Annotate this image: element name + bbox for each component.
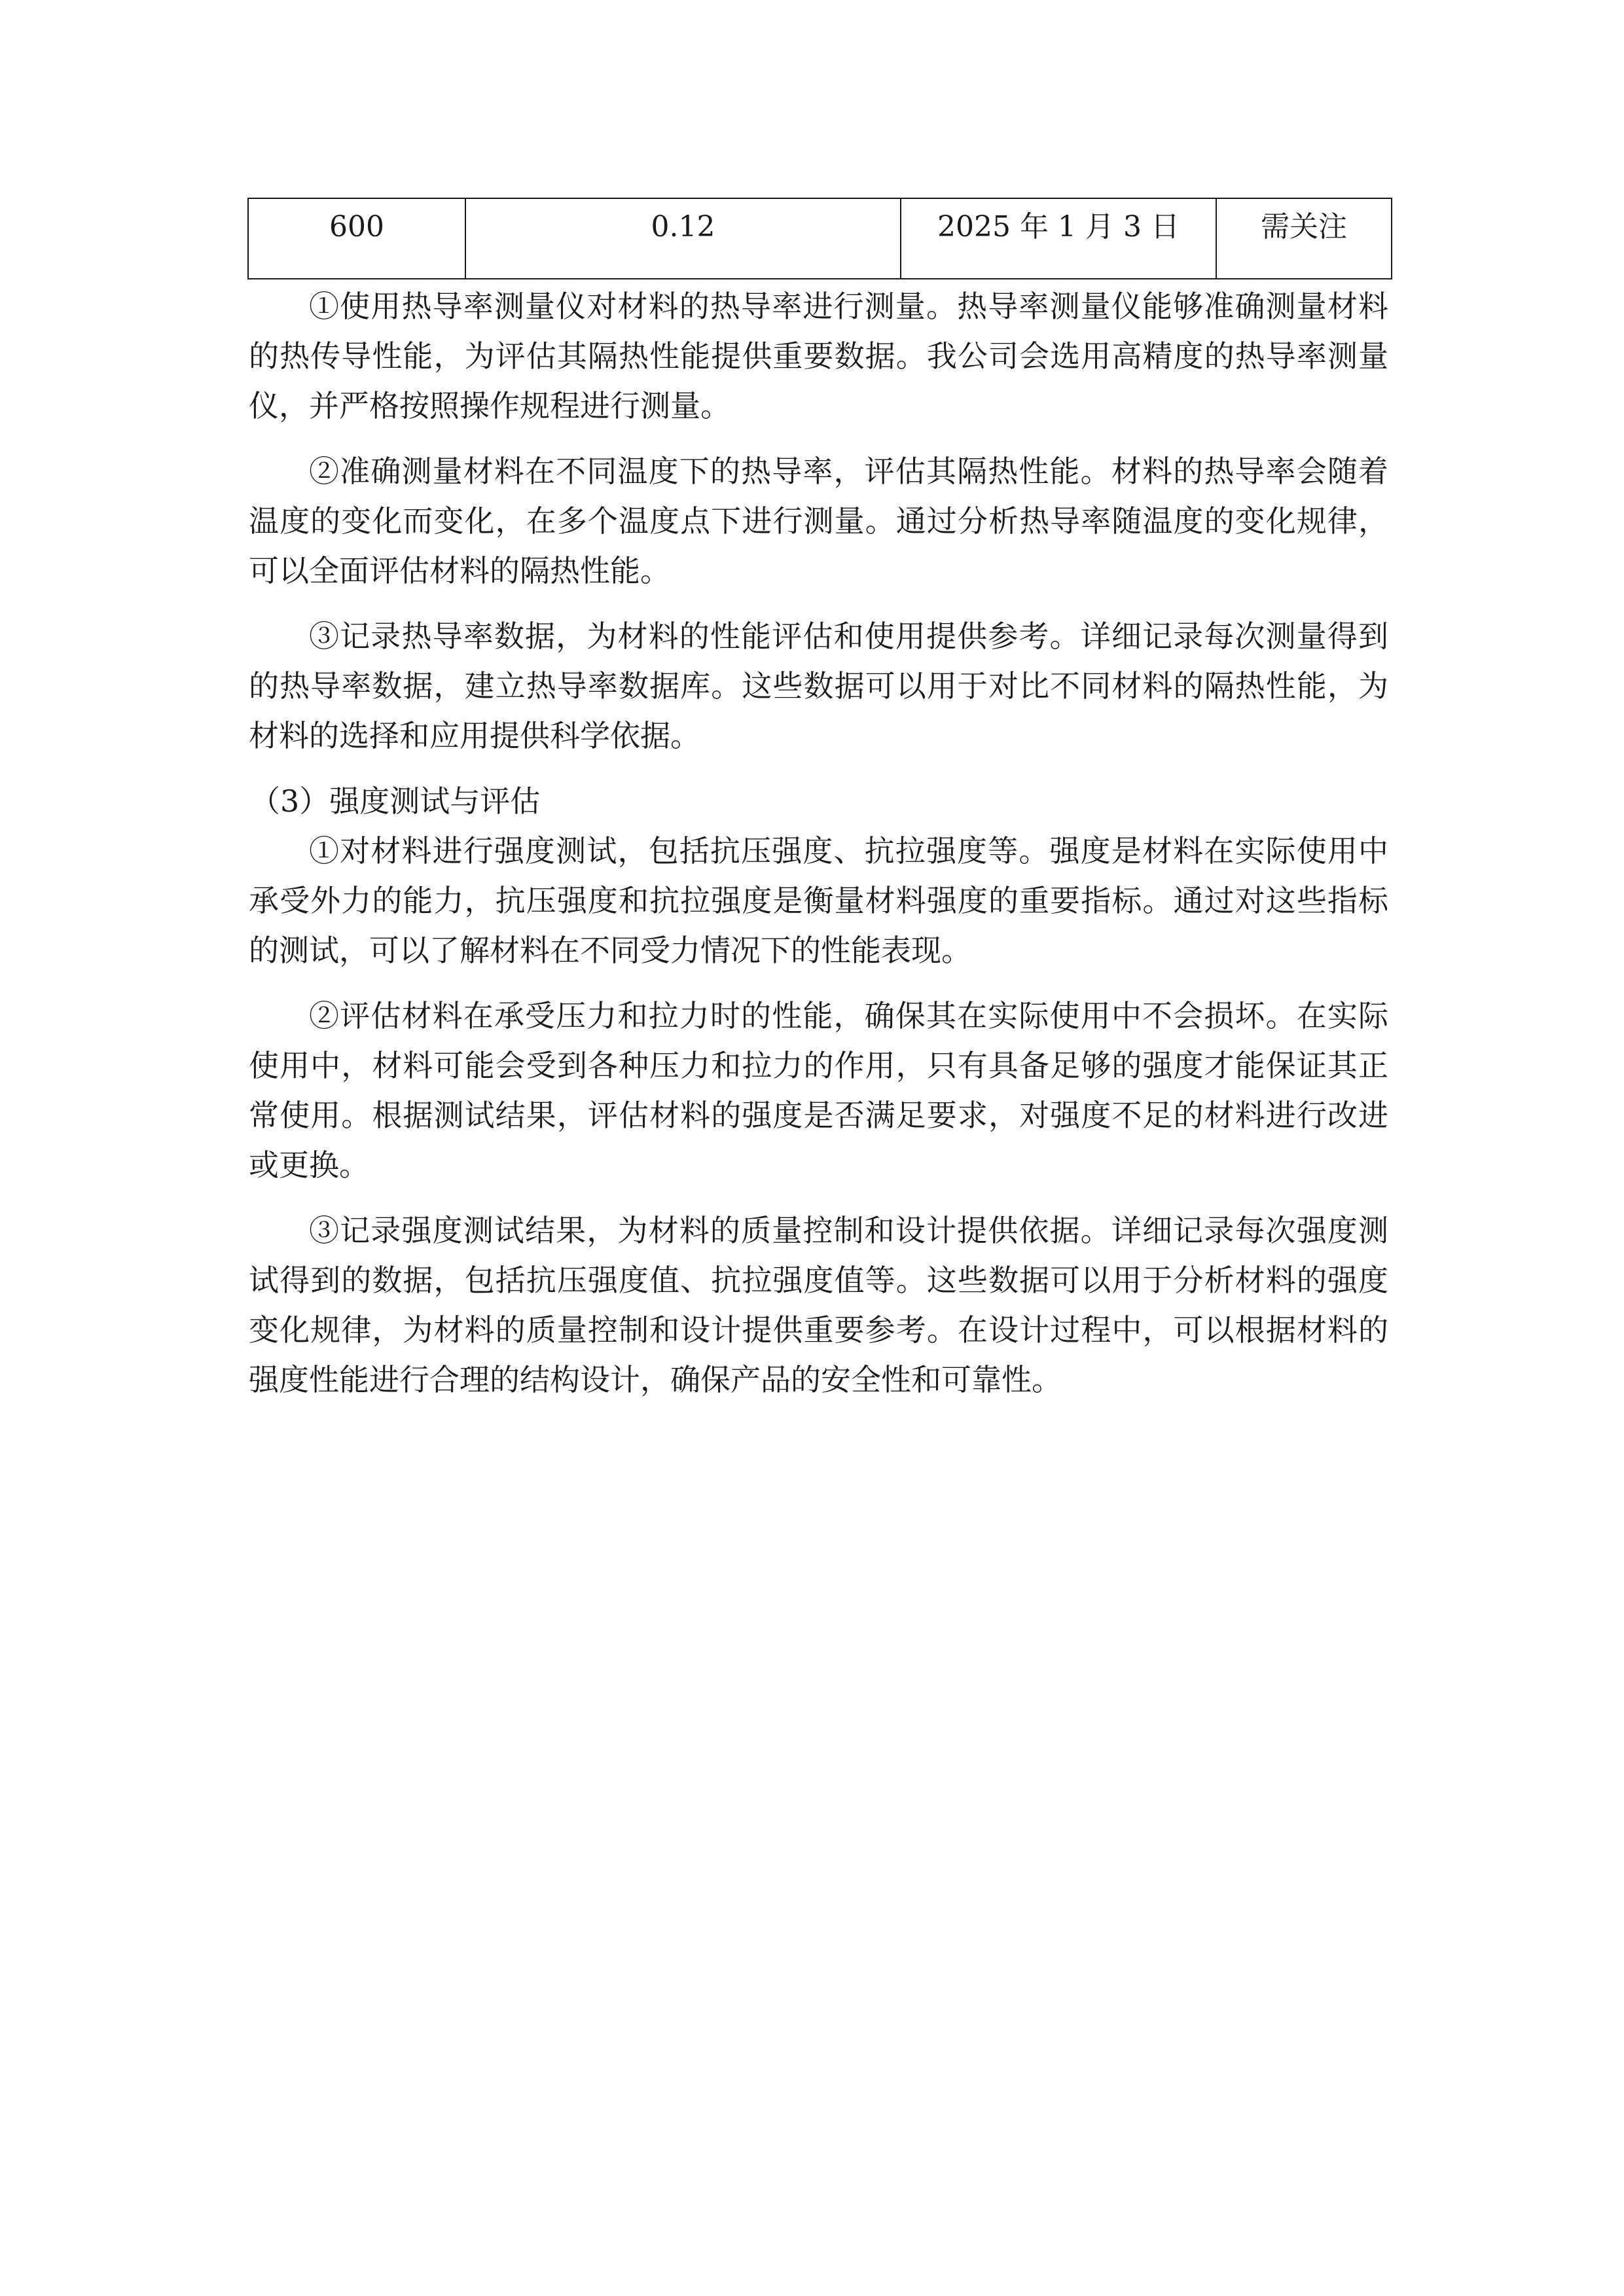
cell-text: 2025 年 1 月 3 日	[937, 209, 1180, 243]
table-cell-conductivity	[465, 198, 901, 279]
cell-text: 需关注	[1261, 209, 1347, 243]
cell-text: 0.12	[651, 209, 715, 243]
paragraph-strength-evaluate: ②评估材料在承受压力和拉力时的性能，确保其在实际使用中不会损坏。在实际使用中，材料可能会受到各种压力和拉力的作用，只有具备足够的强度才能保证其正常使用。根据测试结果，评估材料的强度是否满足要求，对强度不足的材料进行改进或更换。	[249, 998, 1388, 1183]
table-row	[248, 198, 1392, 279]
cell-text: 600	[329, 209, 384, 243]
paragraph-strength-record: ③记录强度测试结果，为材料的质量控制和设计提供依据。详细记录每次强度测试得到的数据，包括抗压强度值、抗拉强度值等。这些数据可以用于分析材料的强度变化规律，为材料的质量控制和设计提供重要参考。在设计过程中，可以根据材料的强度性能进行合理的结构设计，确保产品的安全性和可靠性。	[249, 1213, 1388, 1397]
table-cell-date	[901, 198, 1216, 279]
paragraph-thermal-record: ③记录热导率数据，为材料的性能评估和使用提供参考。详细记录每次测量得到的热导率数据，建立热导率数据库。这些数据可以用于对比不同材料的隔热性能，为材料的选择和应用提供科学依据。	[249, 619, 1388, 753]
paragraph-strength-test: ①对材料进行强度测试，包括抗压强度、抗拉强度等。强度是材料在实际使用中承受外力的能力，抗压强度和抗拉强度是衡量材料强度的重要指标。通过对这些指标的测试，可以了解材料在不同受力情况下的性能表现。	[249, 833, 1388, 968]
section-heading-strength: （3）强度测试与评估	[250, 783, 541, 819]
table-cell-status	[1216, 198, 1392, 279]
data-table	[247, 198, 1392, 279]
paragraph-thermal-temperature: ②准确测量材料在不同温度下的热导率，评估其隔热性能。材料的热导率会随着温度的变化而变化，在多个温度点下进行测量。通过分析热导率随温度的变化规律，可以全面评估材料的隔热性能。	[249, 454, 1388, 588]
table-cell-temperature	[248, 198, 465, 279]
body-text	[249, 281, 1388, 1420]
paragraph-thermal-measure: ①使用热导率测量仪对材料的热导率进行测量。热导率测量仪能够准确测量材料的热传导性能，为评估其隔热性能提供重要数据。我公司会选用高精度的热导率测量仪，并严格按照操作规程进行测量。	[249, 289, 1388, 423]
